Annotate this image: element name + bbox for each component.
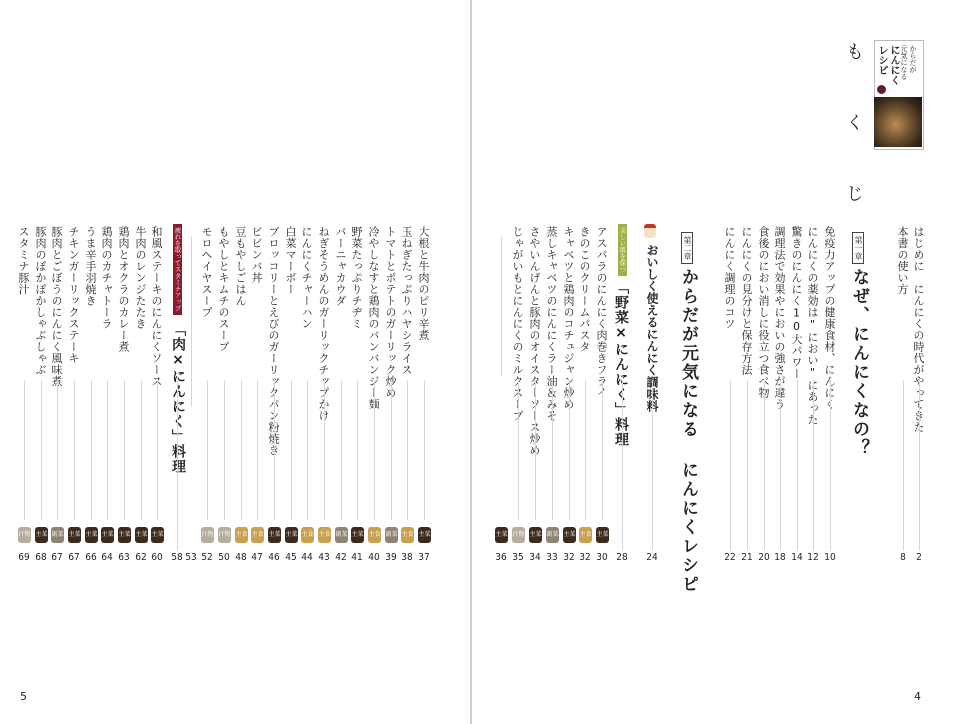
recipe-type-badge: 主菜 xyxy=(68,527,81,543)
book-title-main-b: レシピ xyxy=(876,45,887,75)
toc-entry-title[interactable]: さやいんげんと豚肉のオイスターソース炒め xyxy=(528,226,541,456)
seasoning-jar-icon xyxy=(644,224,656,238)
toc-page-number: 63 xyxy=(118,552,130,563)
recipe-type-badge: 主食 xyxy=(251,527,264,543)
toc-leader-line xyxy=(501,236,502,376)
toc-entry-title[interactable]: 野菜たっぷりチヂミ xyxy=(350,226,363,330)
toc-page-number: 43 xyxy=(318,552,330,563)
toc-page-number: 20 xyxy=(758,552,770,563)
toc-entry-title[interactable]: スタミナ豚汁 xyxy=(17,226,30,295)
toc-entry-title[interactable]: モロヘイヤスープ xyxy=(200,226,213,318)
toc-page-number: 52 xyxy=(201,552,213,563)
recipe-type-badge: 主菜 xyxy=(563,527,576,543)
book-title-small1: からだが xyxy=(909,45,917,73)
toc-page-number: 37 xyxy=(418,552,430,563)
toc-page-number: 30 xyxy=(596,552,608,563)
toc-leader-line xyxy=(407,380,408,520)
toc-entry-title[interactable]: にんにくの見分けと保存方法 xyxy=(740,226,753,376)
toc-entry-title[interactable]: もやしとキムチのスープ xyxy=(217,226,230,353)
toc-entry-title[interactable]: バーニャカウダ xyxy=(334,226,347,307)
recipe-type-badge: 汁物 xyxy=(201,527,214,543)
toc-page-number: 10 xyxy=(824,552,836,563)
chapter2-title: からだが元気になる にんにくレシピ xyxy=(678,268,698,594)
toc-entry-title[interactable]: トマトとポテトのガーリック炒め xyxy=(384,226,397,399)
toc-leader-line xyxy=(291,380,292,520)
recipe-type-badge: 主菜 xyxy=(35,527,48,543)
recipe-type-badge: 主菜 xyxy=(418,527,431,543)
veg-section-title: 「野菜×にんにく」料理 xyxy=(613,280,629,447)
toc-entry-title[interactable]: 免疫力アップの健康食材、にんにく xyxy=(823,226,836,410)
toc-leader-line xyxy=(552,380,553,520)
toc-page-number: 53 xyxy=(185,552,197,563)
book-title-small2: 元気になる xyxy=(900,45,908,80)
toc-page-number: 12 xyxy=(807,552,819,563)
toc-leader-line xyxy=(307,380,308,520)
recipe-type-badge: 副菜 xyxy=(335,527,348,543)
recipe-type-badge: 汁物 xyxy=(18,527,31,543)
meat-section-tag: 疲れを取ってスタミナアップ xyxy=(173,224,182,315)
recipe-type-badge: 主食 xyxy=(368,527,381,543)
toc-leader-line xyxy=(41,380,42,520)
toc-page-number: 46 xyxy=(268,552,280,563)
toc-entry-title[interactable]: 豚肉のぽかぽかしゃぶしゃぶ xyxy=(34,226,47,376)
toc-page-number: 35 xyxy=(512,552,524,563)
toc-page-number: 8 xyxy=(900,552,906,563)
chapter2-label: 第二章 xyxy=(681,232,693,264)
toc-leader-line xyxy=(813,380,814,550)
toc-page-number: 41 xyxy=(351,552,363,563)
toc-page-number: 21 xyxy=(741,552,753,563)
toc-entry-title[interactable]: にんにく調理のコツ xyxy=(723,226,736,330)
veg-section-tag: 美しい肌を保つ xyxy=(618,224,627,276)
toc-entry-title[interactable]: 豚肉とごぼうのにんにく風味煮 xyxy=(50,226,63,387)
toc-entry-title[interactable]: 牛肉のレンジたたき xyxy=(134,226,147,330)
toc-leader-line xyxy=(191,236,192,406)
toc-page-number: 2 xyxy=(916,552,922,563)
toc-entry-title[interactable]: キャベツと鶏肉のコチュジャン炒め xyxy=(562,226,575,410)
recipe-type-badge: 汁物 xyxy=(218,527,231,543)
recipe-type-badge: 主菜 xyxy=(529,527,542,543)
toc-entry-title[interactable]: 蒸しキャベツのにんにくラー油＆みそ xyxy=(545,226,558,422)
toc-leader-line xyxy=(730,380,731,550)
toc-leader-line xyxy=(24,380,25,520)
toc-leader-line xyxy=(107,380,108,520)
toc-leader-line xyxy=(797,380,798,550)
toc-page-number: 40 xyxy=(368,552,380,563)
toc-leader-line xyxy=(207,380,208,520)
toc-page-number: 39 xyxy=(385,552,397,563)
toc-leader-line xyxy=(622,380,623,550)
toc-entry-title[interactable]: うま辛手羽焼き xyxy=(84,226,97,307)
recipe-type-badge: 主食 xyxy=(401,527,414,543)
toc-entry-title[interactable]: ビビンバ丼 xyxy=(250,226,263,284)
recipe-type-badge: 副菜 xyxy=(546,527,559,543)
toc-leader-line xyxy=(764,380,765,550)
toc-entry-title[interactable]: にんにくの薬効は"におい"にあった xyxy=(806,226,819,426)
toc-leader-line xyxy=(257,380,258,520)
toc-leader-line xyxy=(535,380,536,520)
toc-leader-line xyxy=(903,380,904,550)
toc-page-number: 48 xyxy=(235,552,247,563)
book-cover-photo xyxy=(874,97,922,147)
recipe-type-badge: 主食 xyxy=(579,527,592,543)
mokuji-title: も く じ xyxy=(843,42,864,218)
toc-entry-title[interactable]: チキンガーリックステーキ xyxy=(67,226,80,364)
toc-leader-line xyxy=(241,380,242,520)
toc-page-number: 32 xyxy=(563,552,575,563)
toc-page-number: 66 xyxy=(85,552,97,563)
toc-entry-title[interactable]: ブロッコリーとえびのガーリックパン粉焼き xyxy=(267,226,280,456)
toc-leader-line xyxy=(374,380,375,520)
toc-leader-line xyxy=(141,380,142,520)
toc-entry-title[interactable]: 鶏肉とオクラのカレー煮 xyxy=(117,226,130,353)
recipe-type-badge: 主菜 xyxy=(285,527,298,543)
toc-page-number: 69 xyxy=(18,552,30,563)
toc-page-number: 50 xyxy=(218,552,230,563)
toc-leader-line xyxy=(424,380,425,520)
toc-page-number: 58 xyxy=(171,552,183,563)
toc-page-number: 42 xyxy=(335,552,347,563)
toc-leader-line xyxy=(57,380,58,520)
toc-leader-line xyxy=(91,380,92,520)
toc-page-number: 45 xyxy=(285,552,297,563)
toc-leader-line xyxy=(518,380,519,520)
toc-leader-line xyxy=(177,380,178,550)
toc-page-number: 60 xyxy=(151,552,163,563)
toc-entry-title[interactable]: 白菜マーボー xyxy=(284,226,297,295)
toc-entry-title[interactable]: 和風ステーキのにんにくソース xyxy=(150,226,163,387)
recipe-type-badge: 主菜 xyxy=(495,527,508,543)
recipe-type-badge: 主菜 xyxy=(151,527,164,543)
toc-leader-line xyxy=(780,380,781,550)
meat-section-title: 「肉×にんにく」料理 xyxy=(170,322,186,474)
toc-entry-title[interactable]: はじめに にんにくの時代がやってきた xyxy=(912,226,925,433)
garlic-icon xyxy=(877,85,886,94)
recipe-type-badge: 副菜 xyxy=(51,527,64,543)
toc-leader-line xyxy=(652,380,653,550)
toc-entry-title[interactable]: 本書の使い方 xyxy=(896,226,909,295)
toc-page-number: 64 xyxy=(101,552,113,563)
toc-page-number: 32 xyxy=(579,552,591,563)
toc-entry-title[interactable]: にんにくチャーハン xyxy=(300,226,313,330)
toc-page-number: 34 xyxy=(529,552,541,563)
toc-entry-title[interactable]: きのこのクリームパスタ xyxy=(578,226,591,353)
seasoning-section-title: おいしく使えるにんにく調味料 xyxy=(645,244,659,412)
recipe-type-badge: 主食 xyxy=(301,527,314,543)
toc-leader-line xyxy=(830,380,831,550)
toc-entry-title[interactable]: 鶏肉のカチャトーラ xyxy=(100,226,113,330)
toc-entry-title[interactable]: ねぎそうめんのガーリックチップかけ xyxy=(317,226,330,422)
toc-leader-line xyxy=(224,380,225,520)
recipe-type-badge: 汁物 xyxy=(512,527,525,543)
toc-leader-line xyxy=(274,380,275,520)
toc-page-number: 33 xyxy=(546,552,558,563)
toc-entry-title[interactable]: 調理法で効果やにおいの強さが違う xyxy=(773,226,786,410)
toc-leader-line xyxy=(124,380,125,520)
toc-page-number: 67 xyxy=(51,552,63,563)
toc-page-number: 18 xyxy=(774,552,786,563)
recipe-type-badge: 主食 xyxy=(318,527,331,543)
recipe-type-badge: 主菜 xyxy=(85,527,98,543)
folio-left: 5 xyxy=(20,690,27,703)
recipe-type-badge: 主菜 xyxy=(101,527,114,543)
toc-leader-line xyxy=(569,380,570,520)
toc-leader-line xyxy=(74,380,75,520)
toc-leader-line xyxy=(341,380,342,520)
book-title-main-a: にんにく xyxy=(888,45,899,85)
toc-page-number: 44 xyxy=(301,552,313,563)
toc-entry-title[interactable]: じゃがいもとにんにくのミルクスープ xyxy=(511,226,524,422)
toc-page-number: 68 xyxy=(35,552,47,563)
toc-page-number: 67 xyxy=(68,552,80,563)
toc-entry-title[interactable]: 食後のにおい消しに役立つ食べ物 xyxy=(757,226,770,399)
chapter1-title: なぜ、にんにくなの？ xyxy=(849,268,869,458)
recipe-type-badge: 主菜 xyxy=(596,527,609,543)
toc-leader-line xyxy=(747,380,748,550)
recipe-type-badge: 主菜 xyxy=(118,527,131,543)
toc-page-number: 38 xyxy=(401,552,413,563)
chapter1-label: 第一章 xyxy=(852,232,864,264)
recipe-type-badge: 主菜 xyxy=(351,527,364,543)
toc-leader-line xyxy=(602,380,603,520)
toc-entry-title[interactable]: 驚きのにんにく10大パワー xyxy=(790,226,803,380)
recipe-type-badge: 主食 xyxy=(235,527,248,543)
toc-page-number: 36 xyxy=(495,552,507,563)
toc-leader-line xyxy=(391,380,392,520)
toc-leader-line xyxy=(919,380,920,550)
toc-leader-line xyxy=(157,380,158,520)
toc-entry-title[interactable]: 玉ねぎたっぷりハヤシライス xyxy=(400,226,413,376)
toc-page-number: 47 xyxy=(251,552,263,563)
folio-right: 4 xyxy=(914,690,921,703)
toc-page-number: 62 xyxy=(135,552,147,563)
recipe-type-badge: 副菜 xyxy=(385,527,398,543)
recipe-type-badge: 主菜 xyxy=(268,527,281,543)
recipe-type-badge: 主菜 xyxy=(135,527,148,543)
toc-page-number: 22 xyxy=(724,552,736,563)
toc-page-number: 28 xyxy=(616,552,628,563)
toc-leader-line xyxy=(357,380,358,520)
toc-entry-title[interactable]: 豆もやしごはん xyxy=(234,226,247,307)
toc-entry-title[interactable]: 大根と牛肉のピリ辛煮 xyxy=(417,226,430,341)
toc-leader-line xyxy=(324,380,325,520)
toc-entry-title[interactable]: 冷やしなすと鶏肉のバンバンジー麺 xyxy=(367,226,380,410)
toc-leader-line xyxy=(585,380,586,520)
toc-page-number: 24 xyxy=(646,552,658,563)
toc-entry-title[interactable]: アスパラのにんにく肉巻きフライ xyxy=(595,226,608,399)
toc-page-number: 14 xyxy=(791,552,803,563)
